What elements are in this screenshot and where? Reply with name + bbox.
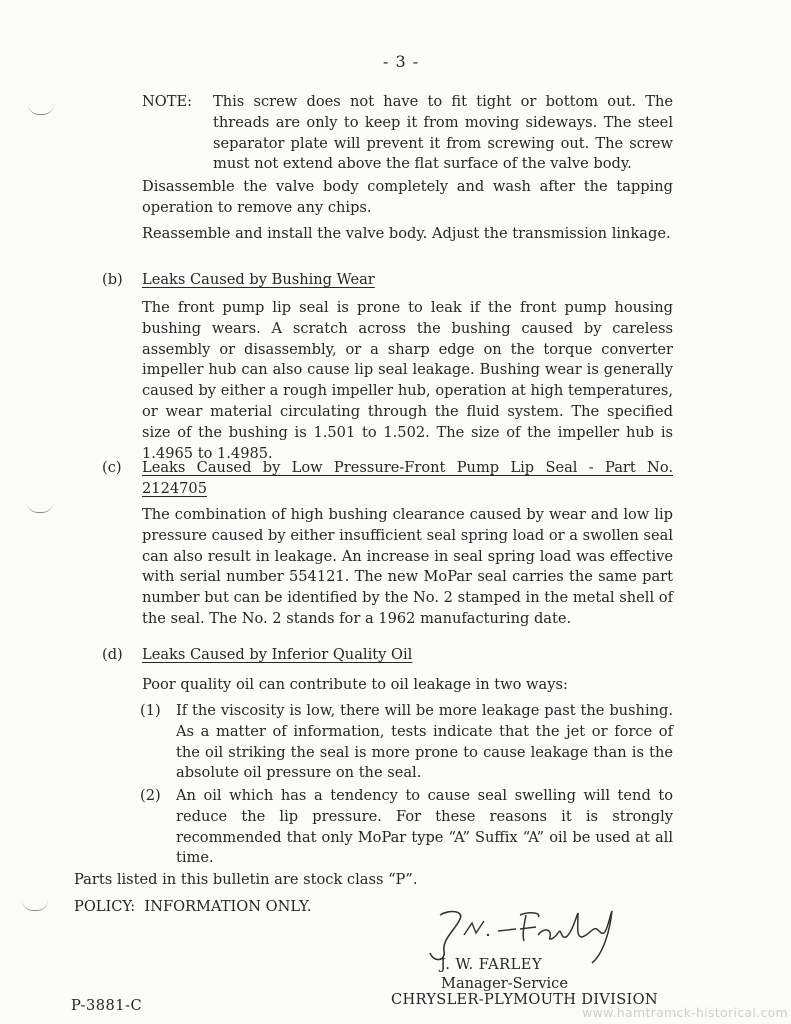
note-text: This screw does not have to fit tight or bottom out. The threads are only to keep it from moving sideways. The steel separator plate will prevent it from screwing out. The screw must not extend above the flat surface of the valve body. — [213, 93, 673, 173]
list-item-1-text: If the viscosity is low, there will be more leakage past the bushing. As a matter of information, tests indicate that the jet or force of the oil striking the seal is more prone to cause leakage than is the absolute oil pressure on the seal. — [176, 702, 673, 782]
section-c-label: (c) — [102, 459, 122, 476]
disassemble-paragraph: Disassemble the valve body completely and wash after the tapping operation to remove any chips. — [142, 178, 673, 216]
page-number: - 3 - — [383, 52, 420, 71]
punch-mark-top — [28, 104, 54, 115]
list-item-2-text: An oil which has a tendency to cause seal swelling will tend to reduce the lip pressure. For these reasons it is strongly recommended that only MoPar type “A” Suffix “A” oil be used at all time. — [176, 787, 673, 867]
section-d-intro: Poor quality oil can contribute to oil leakage in two ways: — [142, 676, 568, 693]
reassemble-paragraph: Reassemble and install the valve body. Adjust the transmission linkage. — [142, 225, 671, 242]
signature-name: J. W. FARLEY — [440, 956, 543, 973]
list-item-1-label: (1) — [140, 702, 161, 719]
section-b-heading: Leaks Caused by Bushing Wear — [142, 271, 375, 288]
punch-mark-bottom — [22, 900, 48, 911]
section-b-label: (b) — [102, 271, 123, 288]
list-item-2-label: (2) — [140, 787, 161, 804]
bulletin-number: P-3881-C — [71, 997, 143, 1014]
section-b-body: The front pump lip seal is prone to leak if the front pump housing bushing wears. A scratch across the bushing caused by careless assembly or disassembly, or a sharp edge on the torque converter impeller hub can also cause lip seal leakage. Bushing wear is generally caused by either a rough impeller hub, operation at high temperatures, or wear material circulating through the fluid system. The specified size of the bushing is 1.501 to 1.502. The size of the impeller hub is 1.4965 to 1.4985. — [142, 299, 673, 462]
watermark: www.hamtramck-historical.com — [582, 1005, 788, 1020]
section-c-heading: Leaks Caused by Low Pressure-Front Pump Lip Seal - Part No. 2124705 — [142, 459, 673, 497]
policy-line: POLICY: INFORMATION ONLY. — [74, 898, 312, 915]
section-c-body: The combination of high bushing clearance caused by wear and low lip pressure caused by either insufficient seal spring load or a swollen seal can also result in leakage. An increase in seal spring load was effective with serial number 554121. The new MoPar seal carries the same part number but can be identified by the No. 2 stamped in the metal shell of the seal. The No. 2 stands for a 1962 manufacturing date. — [142, 506, 673, 627]
section-d-label: (d) — [102, 646, 123, 663]
punch-mark-middle — [27, 502, 53, 513]
note-label: NOTE: — [142, 93, 193, 110]
signature-division: CHRYSLER-PLYMOUTH DIVISION — [391, 991, 658, 1008]
section-d-heading: Leaks Caused by Inferior Quality Oil — [142, 646, 413, 663]
signature-title: Manager-Service — [441, 975, 568, 992]
parts-note: Parts listed in this bulletin are stock class “P”. — [74, 871, 418, 888]
